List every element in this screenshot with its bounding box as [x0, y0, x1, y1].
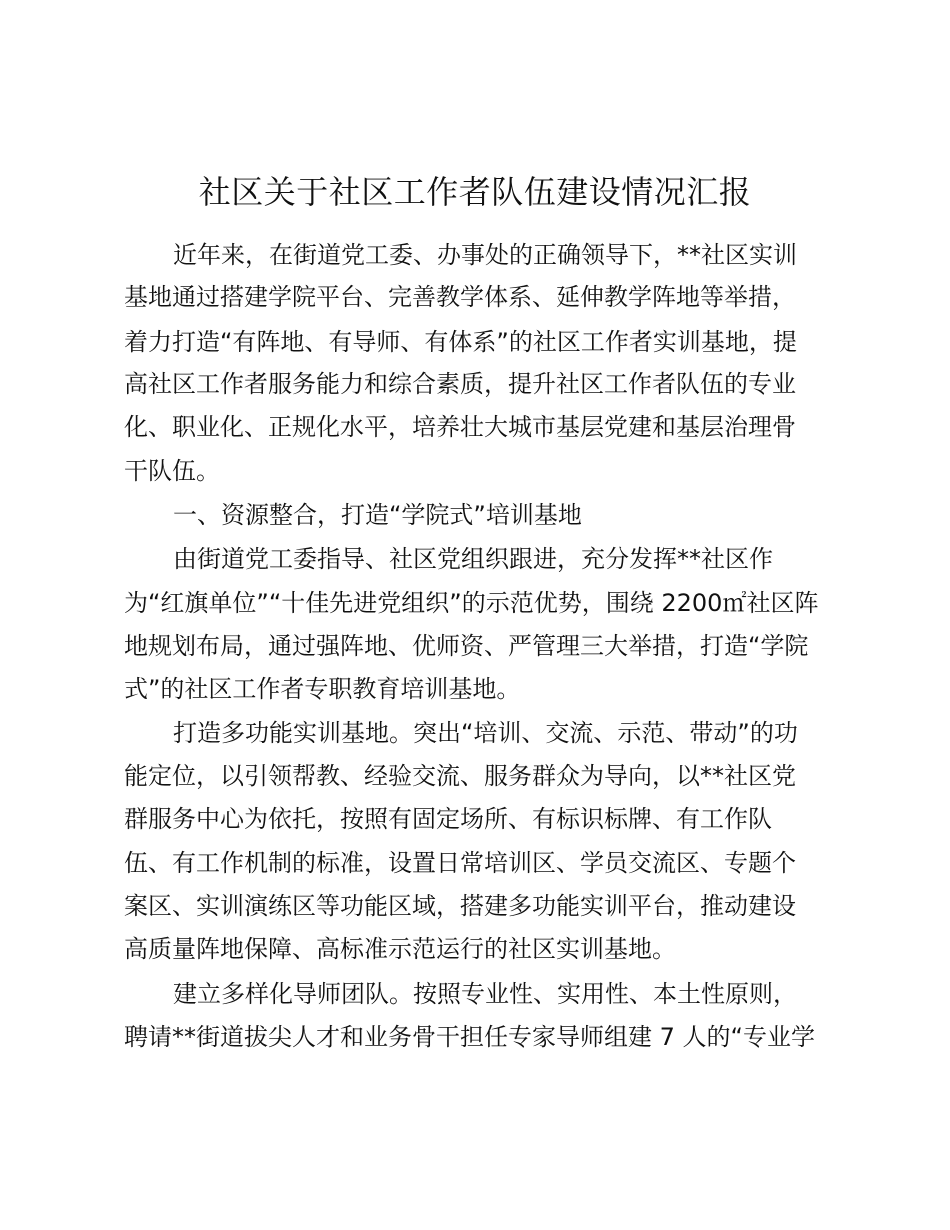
body-line: 伍、有工作机制的标准，设置日常培训区、学员交流区、专题个: [124, 849, 796, 877]
body-line: 建立多样化导师团队。按照专业性、实用性、本土性原则，: [173, 980, 797, 1008]
body-line: 高社区工作者服务能力和综合素质，提升社区工作者队伍的专业: [124, 370, 796, 398]
body-line: 着力打造“有阵地、有导师、有体系”的社区工作者实训基地，提: [124, 328, 797, 356]
body-line: 聘请**街道拔尖人才和业务骨干担任专家导师组建 7 人的“专业学: [124, 1023, 815, 1051]
body-line: 近年来，在街道党工委、办事处的正确领导下，**社区实训: [173, 241, 797, 269]
body-line: 式”的社区工作者专职教育培训基地。: [124, 675, 521, 703]
body-line: 能定位，以引领帮教、经验交流、服务群众为导向，以**社区党: [124, 762, 796, 790]
body-line: 干队伍。: [124, 457, 220, 485]
body-line: 为“红旗单位”“十佳先进党组织”的示范优势，围绕 2200㎡社区阵: [124, 589, 819, 617]
document-title: 社区关于社区工作者队伍建设情况汇报: [198, 173, 752, 211]
body-line: 案区、实训演练区等功能区域，搭建多功能实训平台，推动建设: [124, 892, 796, 920]
body-line: 群服务中心为依托，按照有固定场所、有标识标牌、有工作队: [124, 805, 772, 833]
body-line: 地规划布局，通过强阵地、优师资、严管理三大举措，打造“学院: [124, 632, 809, 660]
body-line: 打造多功能实训基地。突出“培训、交流、示范、带动”的功: [173, 719, 798, 747]
body-line: 由街道党工委指导、社区党组织跟进，充分发挥**社区作: [173, 545, 773, 573]
body-line: 化、职业化、正规化水平，培养壮大城市基层党建和基层治理骨: [124, 413, 796, 441]
section-heading: 一、资源整合，打造“学院式”培训基地: [173, 501, 582, 529]
body-line: 高质量阵地保障、高标准示范运行的社区实训基地。: [124, 935, 676, 963]
body-line: 基地通过搭建学院平台、完善教学体系、延伸教学阵地等举措，: [124, 283, 796, 311]
